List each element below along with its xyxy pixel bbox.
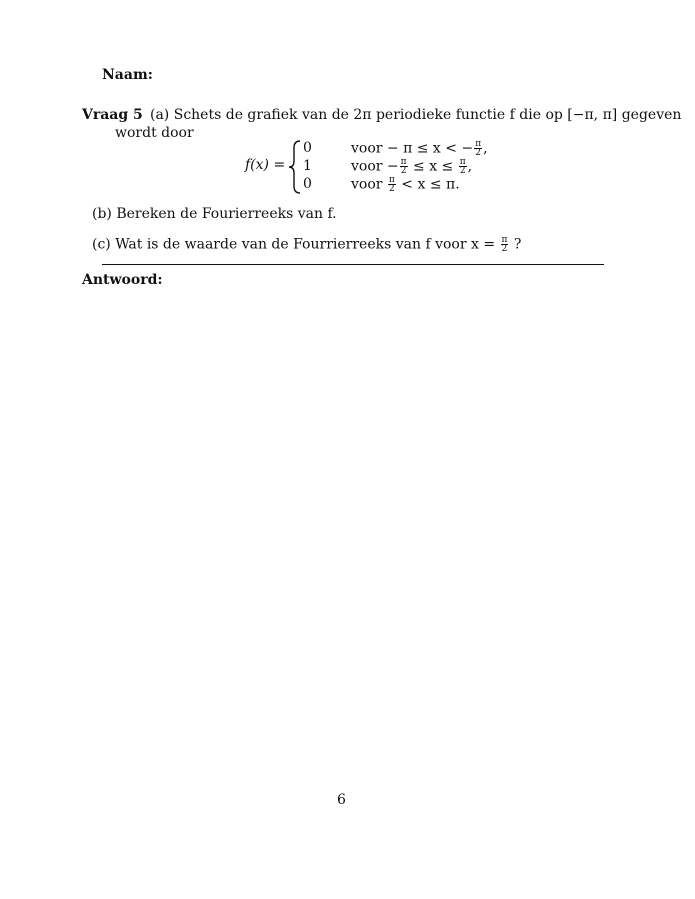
case-3-value: 0 (303, 176, 312, 192)
part-a-text-line-2: wordt door (115, 125, 194, 141)
case-2-condition: voor − $\frac{\pi}{2}$ ≤ x ≤ $\frac{\pi}{2}$ , (351, 157, 473, 176)
case-1-value: 0 (303, 140, 312, 156)
case-1-condition: voor − π ≤ x < − $\frac{\pi}{2}$ , (351, 139, 488, 158)
part-c-marker: (c) (92, 236, 111, 253)
part-c-text-end: ? (509, 236, 522, 253)
part-b-text: Bereken de Fourierreeks van f. (116, 206, 337, 222)
part-a-text-line-1: Schets de grafiek van de 2π periodieke functie f die op [−π, π] gegeven (173, 107, 682, 123)
function-lhs: f(x) = (245, 157, 286, 173)
part-a-line-1 (150, 107, 681, 123)
part-b (92, 206, 337, 222)
piecewise-function (245, 140, 505, 196)
fraction: $\frac{\pi}{2}$ (400, 157, 407, 176)
part-c-text: Wat is de waarde van de Fourrierreeks van f voor x = (115, 236, 500, 253)
question-label: Vraag 5 (82, 107, 143, 123)
part-b-marker: (b) (92, 206, 112, 222)
horizontal-rule (102, 264, 604, 265)
page-number: 6 (337, 792, 346, 808)
part-a-marker: (a) (150, 107, 170, 123)
part-c (92, 236, 521, 253)
name-label: Naam: (102, 67, 153, 83)
fraction: $\frac{\pi}{2}$ (388, 175, 395, 194)
left-brace-icon (288, 140, 302, 194)
case-2-value: 1 (303, 158, 312, 174)
fraction: $\frac{\pi}{2}$ (501, 235, 508, 254)
case-3-condition: voor $\frac{\pi}{2}$ < x ≤ π. (351, 175, 460, 194)
fraction: $\frac{\pi}{2}$ (459, 157, 466, 176)
fraction: $\frac{\pi}{2}$ (475, 139, 482, 158)
answer-label: Antwoord: (82, 272, 163, 288)
